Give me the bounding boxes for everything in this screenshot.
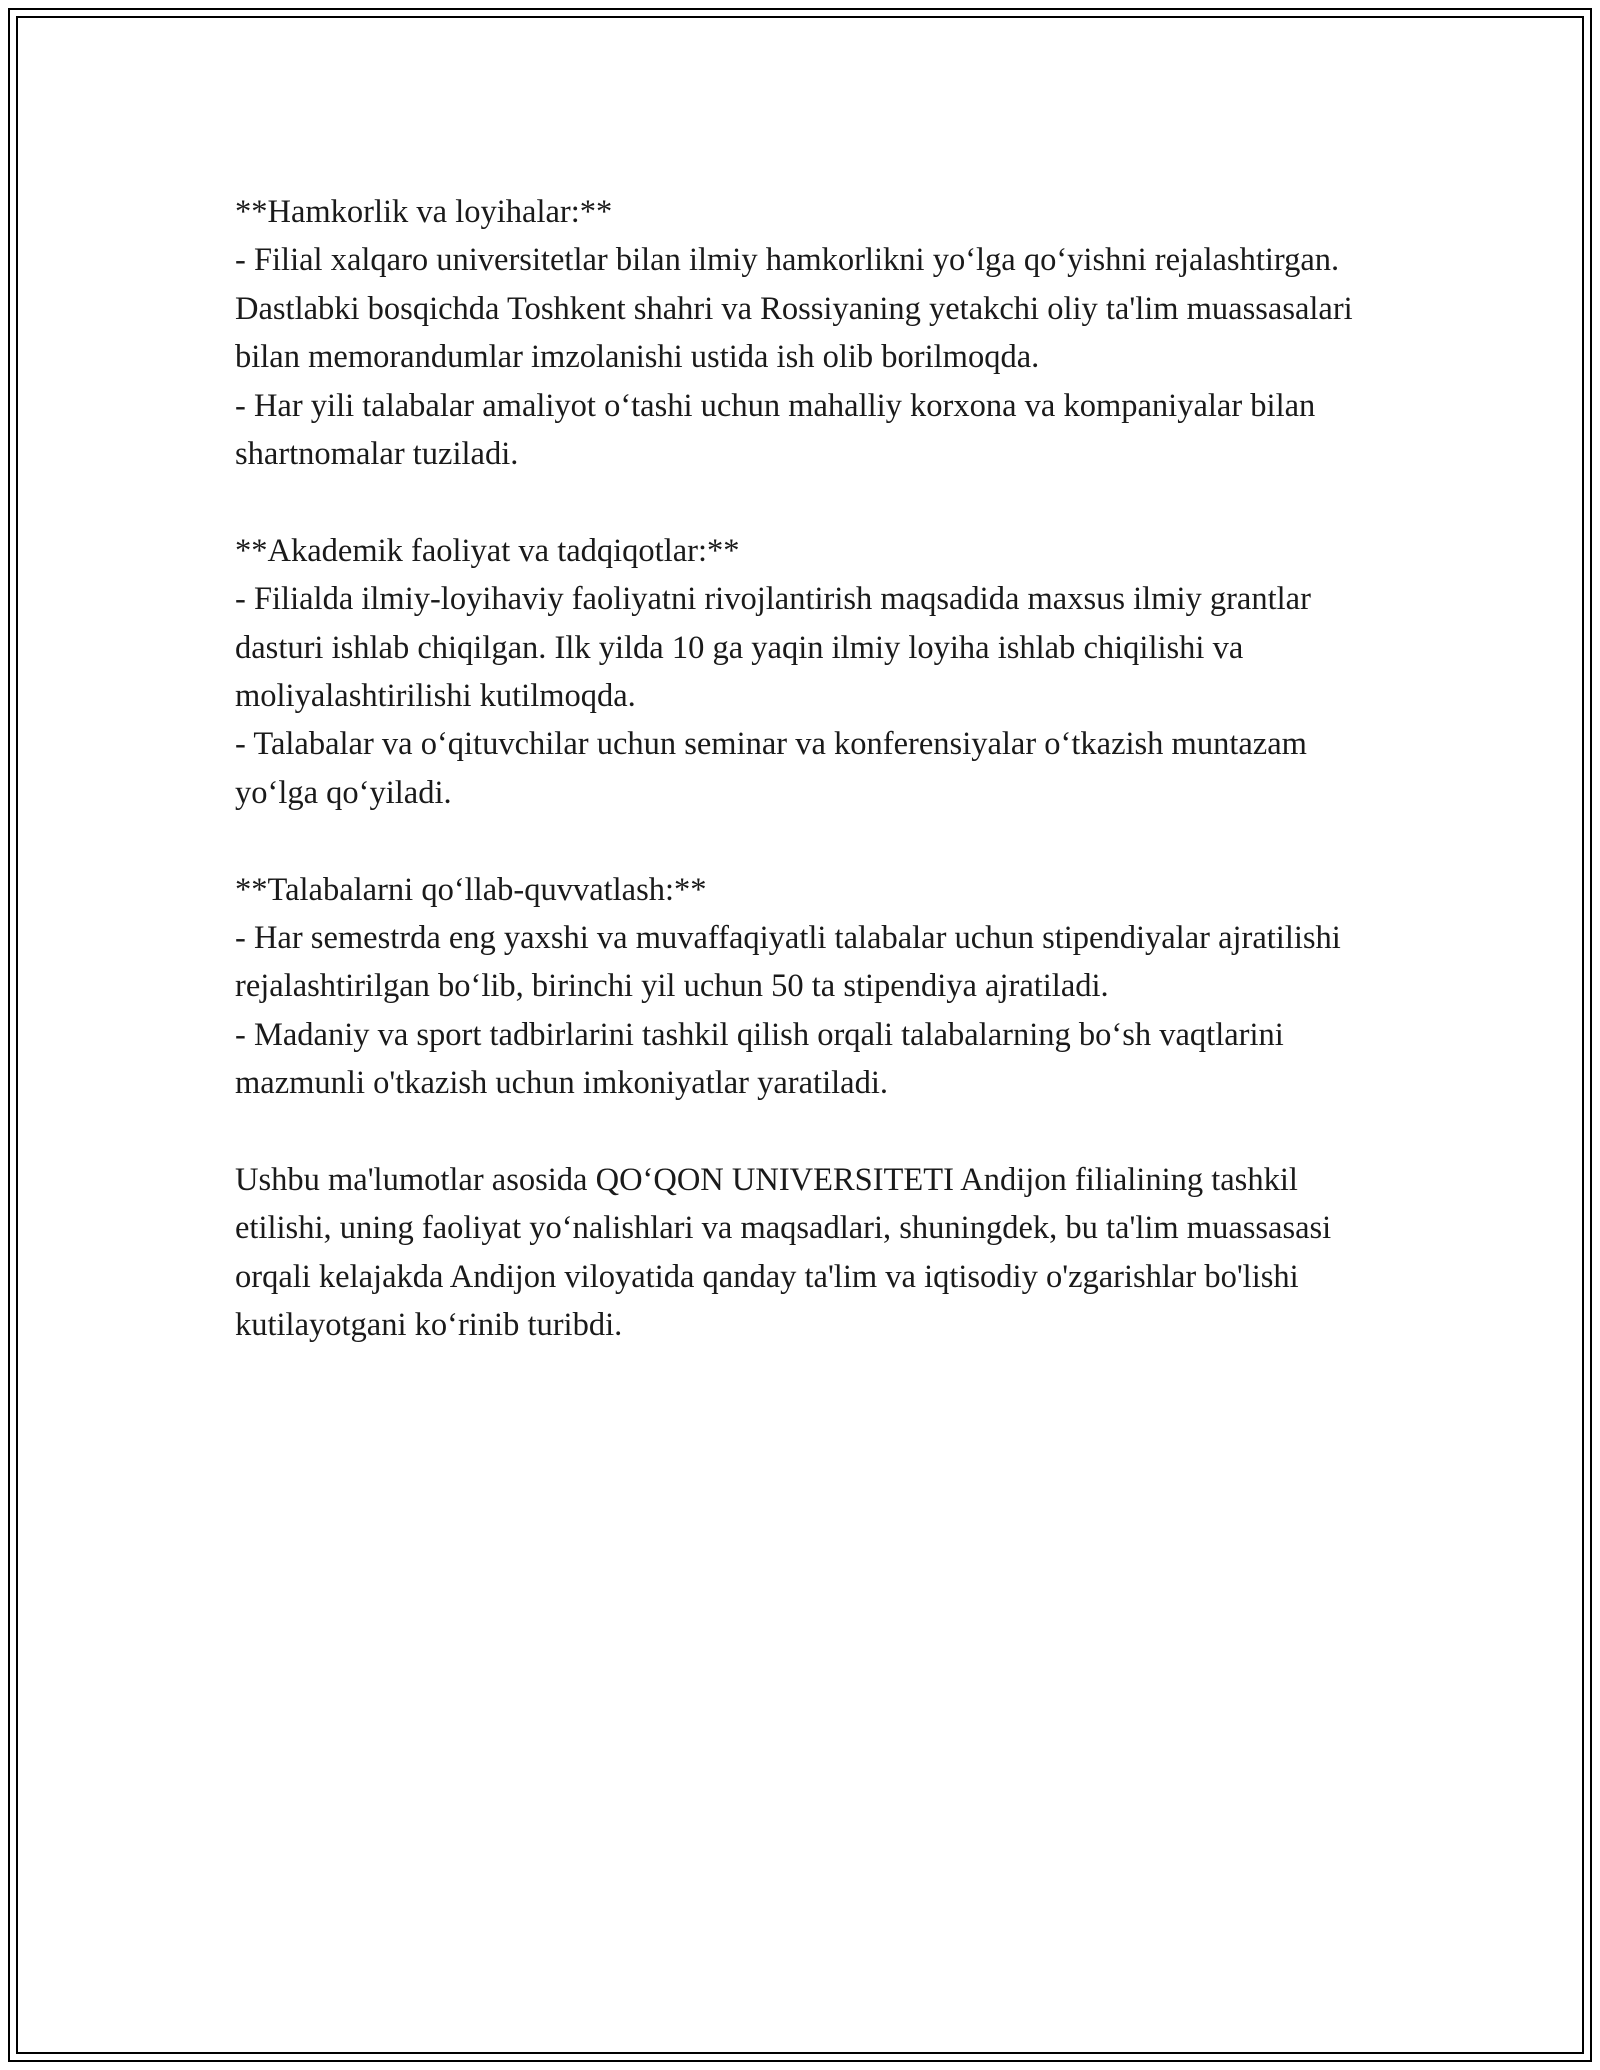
bullet-item: - Har yili talabalar amaliyot o‘tashi uchun mahalliy korxona va kompaniyalar bilan shartnomalar tuziladi. bbox=[235, 387, 1316, 473]
conclusion-paragraph: Ushbu ma'lumotlar asosida QO‘QON UNIVERSITETI Andijon filialining tashkil etilishi, uning faoliyat yo‘nalishlari va maqsadlari, shuningdek, bu ta'lim muassasasi orqali kelajakda Andijon viloyatida qanday ta'lim va iqtisodiy o'zgarishlar bo'lishi kutilayotgani ko‘rinib turibdi. bbox=[235, 1162, 1332, 1344]
section-heading: **Hamkorlik va loyihalar:** bbox=[235, 194, 613, 230]
document-body bbox=[235, 188, 1385, 1398]
bullet-item: - Filial xalqaro universitetlar bilan ilmiy hamkorlikni yo‘lga qo‘yishni rejalashtirgan. Dastlabki bosqichda Toshkent shahri va Rossiyaning yetakchi oliy ta'lim muassasalari bilan memorandumlar imzolanishi ustida ish olib borilmoqda. bbox=[235, 242, 1353, 376]
section-student-support bbox=[235, 866, 1385, 1108]
section-heading: **Talabalarni qo‘llab-quvvatlash:** bbox=[235, 871, 707, 908]
section-partnerships bbox=[235, 188, 1385, 478]
section-academic-research bbox=[235, 527, 1385, 817]
section-heading: **Akademik faoliyat va tadqiqotlar:** bbox=[235, 532, 740, 569]
bullet-item: - Filialda ilmiy-loyihaviy faoliyatni rivojlantirish maqsadida maxsus ilmiy grantlar dasturi ishlab chiqilgan. Ilk yilda 10 ga yaqin ilmiy loyiha ishlab chiqilishi va moliyalashtirilishi kutilmoqda. bbox=[235, 581, 1311, 715]
bullet-item: - Har semestrda eng yaxshi va muvaffaqiyatli talabalar uchun stipendiyalar ajratilishi rejalashtirilgan bo‘lib, birinchi yil uchun 50 ta stipendiya ajratiladi. bbox=[235, 920, 1341, 1005]
bullet-item: - Madaniy va sport tadbirlarini tashkil qilish orqali talabalarning bo‘sh vaqtlarini mazmunli o'tkazish uchun imkoniyatlar yaratiladi. bbox=[235, 1016, 1284, 1102]
section-conclusion bbox=[235, 1156, 1385, 1350]
bullet-item: - Talabalar va o‘qituvchilar uchun seminar va konferensiyalar o‘tkazish muntazam yo‘lga qo‘yiladi. bbox=[235, 726, 1307, 811]
